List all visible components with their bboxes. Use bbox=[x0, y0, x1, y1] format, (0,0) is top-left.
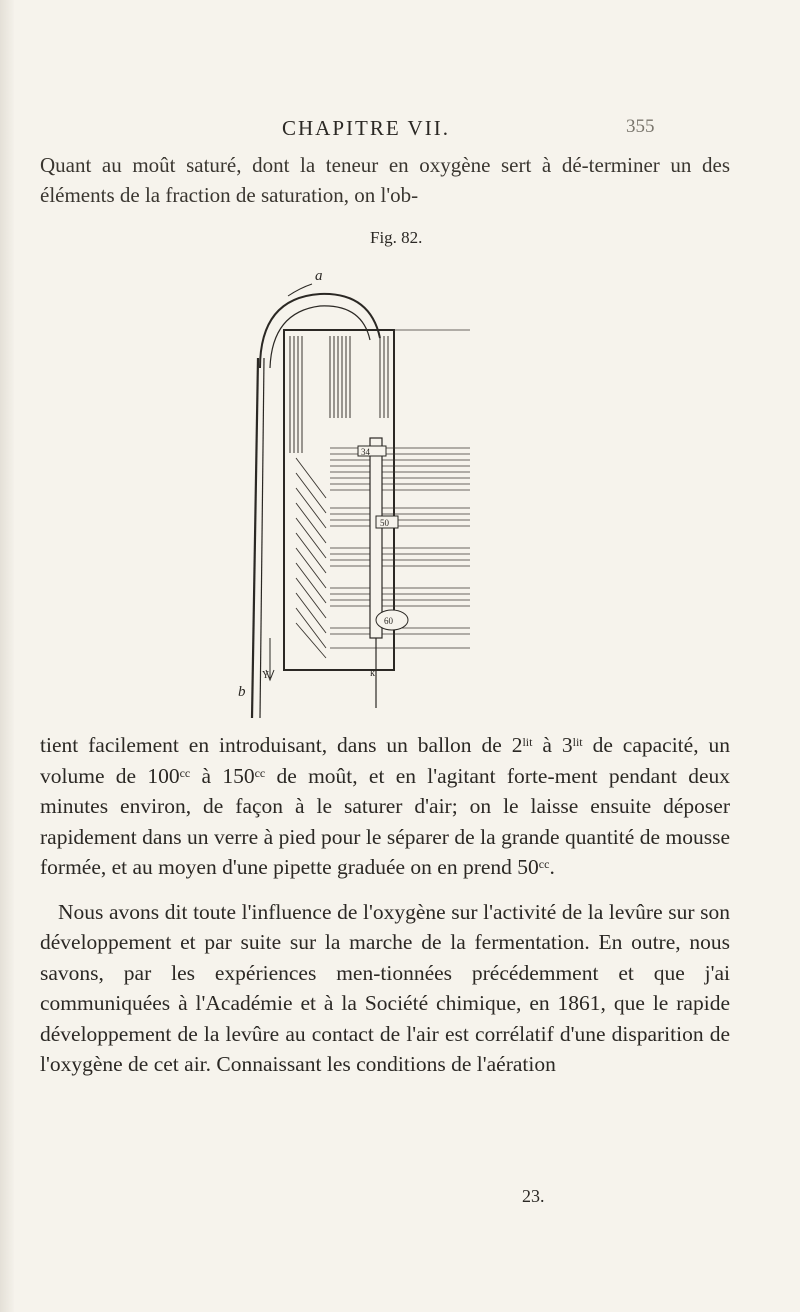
svg-text:k: k bbox=[370, 668, 375, 679]
page-gutter bbox=[0, 0, 14, 1312]
tick-label-mid: 50 bbox=[380, 518, 389, 528]
figure-caption: Fig. 82. bbox=[370, 228, 423, 247]
p1-sup-2: lit bbox=[572, 735, 583, 749]
p1-text-4: à 150 bbox=[190, 763, 255, 788]
p1-sup-5: cc bbox=[538, 857, 550, 871]
tube-b-inner bbox=[260, 358, 264, 718]
p1-text-3: de capacité, un volume de 100 bbox=[40, 733, 731, 788]
chapter-header: CHAPITRE VII. bbox=[282, 116, 450, 140]
paragraph-1 bbox=[40, 730, 730, 883]
tick-label-top: 34 bbox=[361, 447, 370, 457]
tube-b-outer bbox=[252, 358, 258, 718]
p1-text-5: de moût, et en l'agitant forte-ment pendant deux minutes environ, de façon à le saturer d'air; on le laisse ensuite déposer rapidement dans un verre à pied pour le séparer de la grande quantité de mousse formée, et au moyen d'une pipette graduée on en prend 50 bbox=[40, 763, 730, 879]
p1-sup-1: lit bbox=[522, 735, 533, 749]
p1-text-1: tient facilement en introduisant, dans un ballon de 2 bbox=[40, 733, 523, 757]
top-paragraph: Quant au moût saturé, dont la teneur en oxygène sert à dé-terminer un des éléments de la fraction de saturation, on l'ob- bbox=[40, 153, 730, 207]
figure-label-b: b bbox=[238, 684, 246, 700]
pipette bbox=[370, 438, 382, 638]
p1-sup-3: cc bbox=[179, 765, 191, 780]
svg-text:Y: Y bbox=[262, 670, 270, 681]
figure-label-a: a bbox=[315, 268, 323, 284]
body-text bbox=[40, 730, 730, 1080]
signature-mark: 23. bbox=[522, 1186, 545, 1206]
p1-sup-4: cc bbox=[254, 765, 266, 780]
tick-label-low: 60 bbox=[384, 616, 393, 626]
hatched-top bbox=[290, 336, 388, 453]
top-paragraph-block bbox=[40, 150, 730, 210]
hatched-diagonal bbox=[296, 458, 326, 658]
p1-text-6: . bbox=[549, 855, 555, 879]
p1-text-2: à 3 bbox=[532, 733, 573, 757]
page-number: 355 bbox=[626, 116, 655, 137]
liquid-lines bbox=[330, 330, 470, 648]
apparatus-figure bbox=[230, 258, 520, 728]
paragraph-2: Nous avons dit toute l'influence de l'oxygène sur l'activité de la levûre sur son développement et par suite sur la marche de la fermentation. En outre, nous savons, par les expériences men-tionnées précédemment et que j'ai communiquées à l'Académie et à la Société chimique, en 1861, que le rapide développement de la levûre au contact de l'air est corrélatif d'une disparition de l'oxygène de cet air. Connaissant les conditions de l'aération bbox=[40, 899, 730, 1076]
